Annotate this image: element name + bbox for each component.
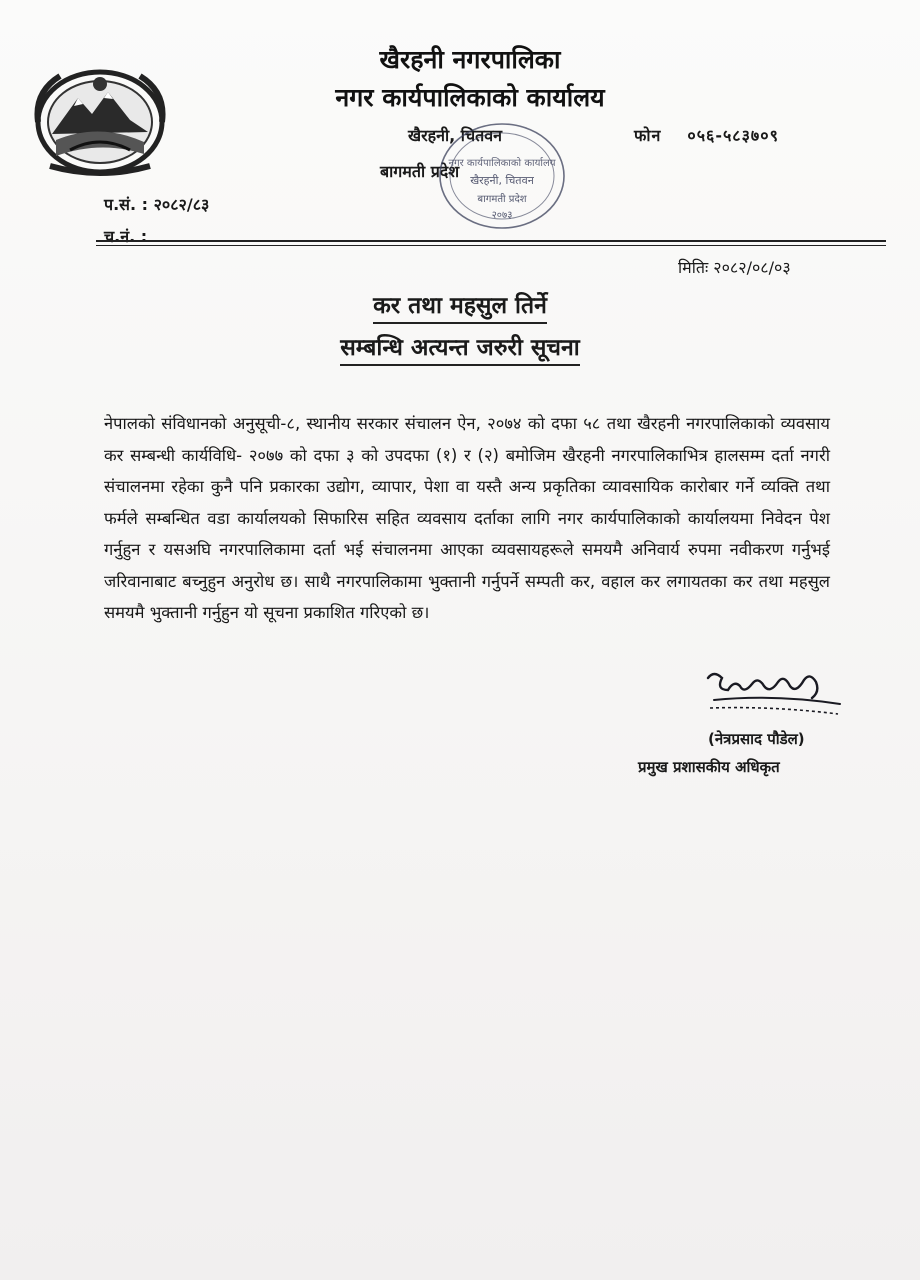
- municipality-name: खैरहनी नगरपालिका: [379, 45, 561, 74]
- reference-number: प.सं. : २०८२/८३: [104, 195, 210, 214]
- subject-line-1-text: कर तथा महसुल तिर्ने: [373, 293, 547, 324]
- phone-number: ०५६-५८३७०९: [687, 126, 779, 145]
- dispatch-number: च.नं. :: [104, 227, 148, 246]
- notice-body: नेपालको संविधानको अनुसूची-८, स्थानीय सरकार संचालन ऐन, २०७४ को दफा ५८ तथा खैरहनी नगरपालिकाको व्यवसाय कर सम्बन्धी कार्यविधि- २०७७ को दफा ३ को उपदफा (१) र (२) बमोजिम खैरहनी नगरपालिकाभित्र हालसम्म दर्ता नगरी संचालनमा रहेका कुनै पनि प्रकारका उद्योग, व्यापार, पेशा वा यस्तै अन्य प्रकृतिका व्यावसायिक कारोबार गर्ने व्यक्ति तथा फर्मले सम्बन्धित वडा कार्यालयको सिफारिस सहित व्यवसाय दर्ताका लागि नगर कार्यपालिकाको कार्यालयमा निवेदन पेश गर्नुहुन र यसअघि नगरपालिकामा दर्ता भई संचालनमा आएका व्यवसायहरूले समयमै अनिवार्य रुपमा नवीकरण गर्नुभई जरिवानाबाट बच्नुहुन अनुरोध छ। साथै नगरपालिकामा भुक्तानी गर्नुपर्ने सम्पती कर, वहाल कर लगायतका कर तथा महसुल समयमै भुक्तानी गर्नुहुन यो सूचना प्रकाशित गरिएको छ।: [104, 414, 830, 622]
- address-line-1: खैरहनी, चितवन: [408, 126, 503, 145]
- letter-date: मितिः २०८२/०८/०३: [678, 258, 791, 277]
- address-line-2: बागमती प्रदेश: [380, 162, 460, 181]
- phone-row: [634, 124, 779, 146]
- stamp-line-2: खैरहनी, चितवन: [470, 174, 534, 187]
- header-divider-thin: [96, 245, 886, 246]
- stamp-line-3: बागमती प्रदेश: [477, 194, 527, 205]
- signatory-title: प्रमुख प्रशासकीय अधिकृत: [638, 758, 780, 776]
- subject-line-2-text: सम्बन्धि अत्यन्त जरुरी सूचना: [340, 335, 580, 366]
- phone-label: फोन: [634, 126, 662, 145]
- stamp-line-1: नगर कार्यपालिकाको कार्यालय: [448, 158, 556, 169]
- subject-line-2: [0, 330, 920, 362]
- stamp-line-4: २०७३: [491, 210, 513, 221]
- subject-line-1: [0, 288, 920, 320]
- office-stamp: [430, 118, 580, 248]
- office-name: नगर कार्यपालिकाको कार्यालय: [335, 83, 605, 112]
- signatory-name: (नेत्रप्रसाद पौडेल): [708, 730, 805, 748]
- header-divider-thick: [96, 240, 886, 242]
- signature: [694, 660, 844, 720]
